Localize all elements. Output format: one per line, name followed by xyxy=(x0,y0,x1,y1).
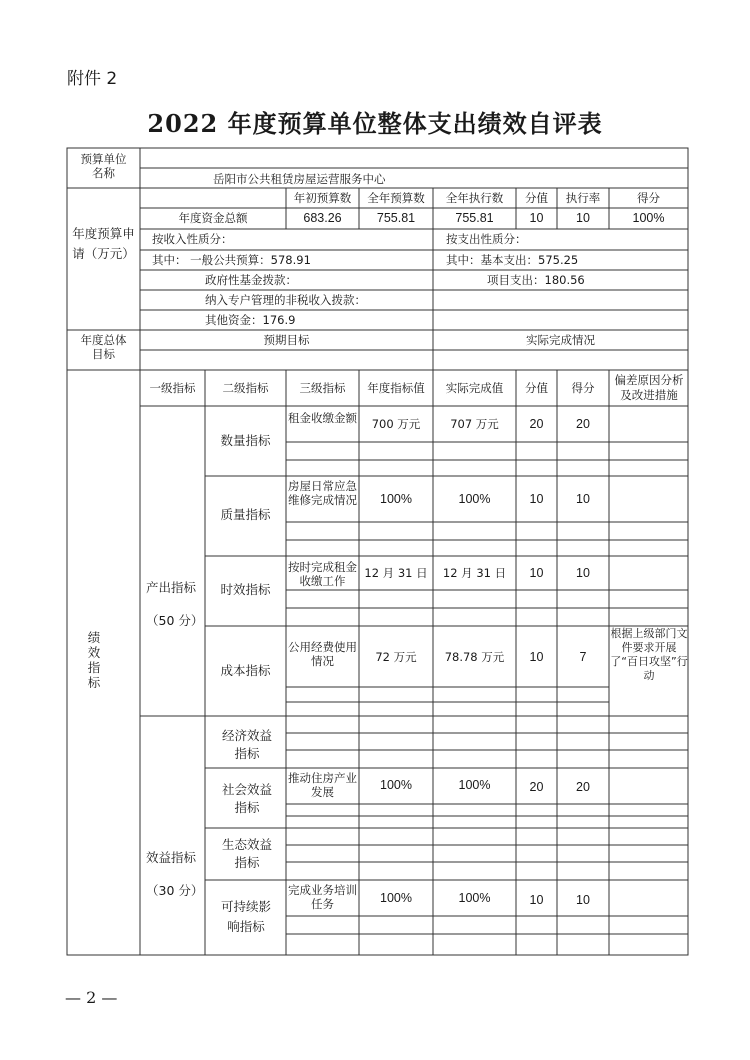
benefit-indicator-label: 效益指标 xyxy=(146,850,197,865)
emergency-repair-completion: 房屋日常应急维修完成情况 xyxy=(288,479,357,507)
timeliness-points: 10 xyxy=(529,566,544,580)
quantity-score: 20 xyxy=(576,417,590,431)
cost-deviation-reason: 根据上级部门文件要求开展了“百日攻坚”行动 xyxy=(610,627,688,682)
col-points: 分值 xyxy=(525,191,548,205)
sustainable-impact-indicator: 可持续影响指标 xyxy=(220,899,271,934)
social-points: 20 xyxy=(529,780,544,794)
cost-indicator: 成本指标 xyxy=(220,663,271,678)
header-actual-value: 实际完成值 xyxy=(445,381,504,395)
sustainable-target: 100% xyxy=(380,891,412,905)
project-expense: 项目支出：180.56 xyxy=(487,273,585,287)
rent-collection-on-time: 按时完成租金收缴工作 xyxy=(288,560,357,588)
header-level1: 一级指标 xyxy=(149,381,196,395)
budget-label: 年度预算申请（万元） xyxy=(72,226,135,261)
sustainable-score: 10 xyxy=(576,893,590,907)
page-title: 2022 年度预算单位整体支出绩效自评表 xyxy=(147,109,603,138)
quantity-points: 20 xyxy=(529,417,544,431)
other-funds: 其他资金：176.9 xyxy=(205,313,296,327)
cost-score: 7 xyxy=(579,650,587,664)
total-exec-rate: 10 xyxy=(576,211,590,225)
gov-fund-label: 政府性基金拨款： xyxy=(205,273,297,287)
col-initial-budget: 年初预算数 xyxy=(293,191,352,205)
social-target: 100% xyxy=(380,778,412,792)
header-level3: 三级指标 xyxy=(299,381,346,395)
col-annual-budget: 全年预算数 xyxy=(367,191,425,205)
quality-points: 10 xyxy=(529,492,544,506)
general-public-budget: 其中： 一般公共预算：578.91 xyxy=(152,253,311,267)
ecological-benefit-indicator: 生态效益指标 xyxy=(222,837,273,870)
timeliness-indicator: 时效指标 xyxy=(220,582,271,597)
unit-label: 预算单位 名称 xyxy=(80,152,127,180)
cost-actual: 78.78 万元 xyxy=(444,650,505,664)
output-indicator-score: （50 分） xyxy=(146,613,204,628)
complete-training-tasks: 完成业务培训任务 xyxy=(288,883,357,911)
cost-points: 10 xyxy=(529,650,544,664)
output-indicator-label: 产出指标 xyxy=(146,580,197,595)
quantity-target: 700 万元 xyxy=(371,417,421,431)
actual-completion-header: 实际完成情况 xyxy=(526,333,595,347)
quality-indicator: 质量指标 xyxy=(220,507,271,522)
benefit-indicator-score: （30 分） xyxy=(146,883,204,898)
rent-collection-amount: 租金收缴金额 xyxy=(288,411,357,425)
quality-actual: 100% xyxy=(458,492,491,506)
promote-housing-industry: 推动住房产业发展 xyxy=(288,771,357,799)
header-points: 分值 xyxy=(525,381,548,395)
header-deviation: 偏差原因分析及改进措施 xyxy=(614,373,684,402)
quantity-actual: 707 万元 xyxy=(450,417,499,431)
unit-name: 岳阳市公共租赁房屋运营服务中心 xyxy=(213,172,386,186)
total-executed: 755.81 xyxy=(455,211,494,225)
header-annual-target: 年度指标值 xyxy=(367,381,425,395)
total-initial: 683.26 xyxy=(303,211,342,225)
col-score: 得分 xyxy=(637,191,660,205)
non-tax-label: 纳入专户管理的非税收入拨款： xyxy=(205,293,366,307)
cost-target: 72 万元 xyxy=(375,650,417,664)
by-income-label: 按收入性质分： xyxy=(152,232,233,246)
social-actual: 100% xyxy=(458,778,491,792)
quality-score: 10 xyxy=(576,492,590,506)
total-annual: 755.81 xyxy=(376,211,416,225)
sustainable-actual: 100% xyxy=(458,891,491,905)
col-exec-rate: 执行率 xyxy=(565,191,601,205)
col-executed: 全年执行数 xyxy=(445,191,504,205)
public-expense-usage: 公用经费使用情况 xyxy=(288,640,357,668)
header-level2: 二级指标 xyxy=(222,381,269,395)
by-expense-label: 按支出性质分： xyxy=(446,232,527,246)
total-funds-label: 年度资金总额 xyxy=(178,211,248,225)
total-score: 100% xyxy=(632,211,665,225)
expected-goal-header: 预期目标 xyxy=(263,333,310,347)
economic-benefit-indicator: 经济效益指标 xyxy=(222,728,273,761)
page-number: — 2 — xyxy=(65,988,118,1007)
social-score: 20 xyxy=(576,780,590,794)
quality-target: 100% xyxy=(380,492,412,506)
performance-indicators-label: 绩效指标 xyxy=(87,630,101,690)
timeliness-score: 10 xyxy=(576,566,590,580)
goal-label: 年度总体 目标 xyxy=(80,333,127,361)
attachment-label: 附件 2 xyxy=(67,69,118,89)
sustainable-points: 10 xyxy=(529,893,544,907)
timeliness-actual: 12 月 31 日 xyxy=(442,566,507,580)
quantity-indicator: 数量指标 xyxy=(220,433,271,448)
header-score: 得分 xyxy=(571,381,595,395)
timeliness-target: 12 月 31 日 xyxy=(364,566,428,580)
basic-expense: 其中：基本支出：575.25 xyxy=(446,253,579,267)
total-points: 10 xyxy=(529,211,544,225)
social-benefit-indicator: 社会效益指标 xyxy=(222,782,273,815)
